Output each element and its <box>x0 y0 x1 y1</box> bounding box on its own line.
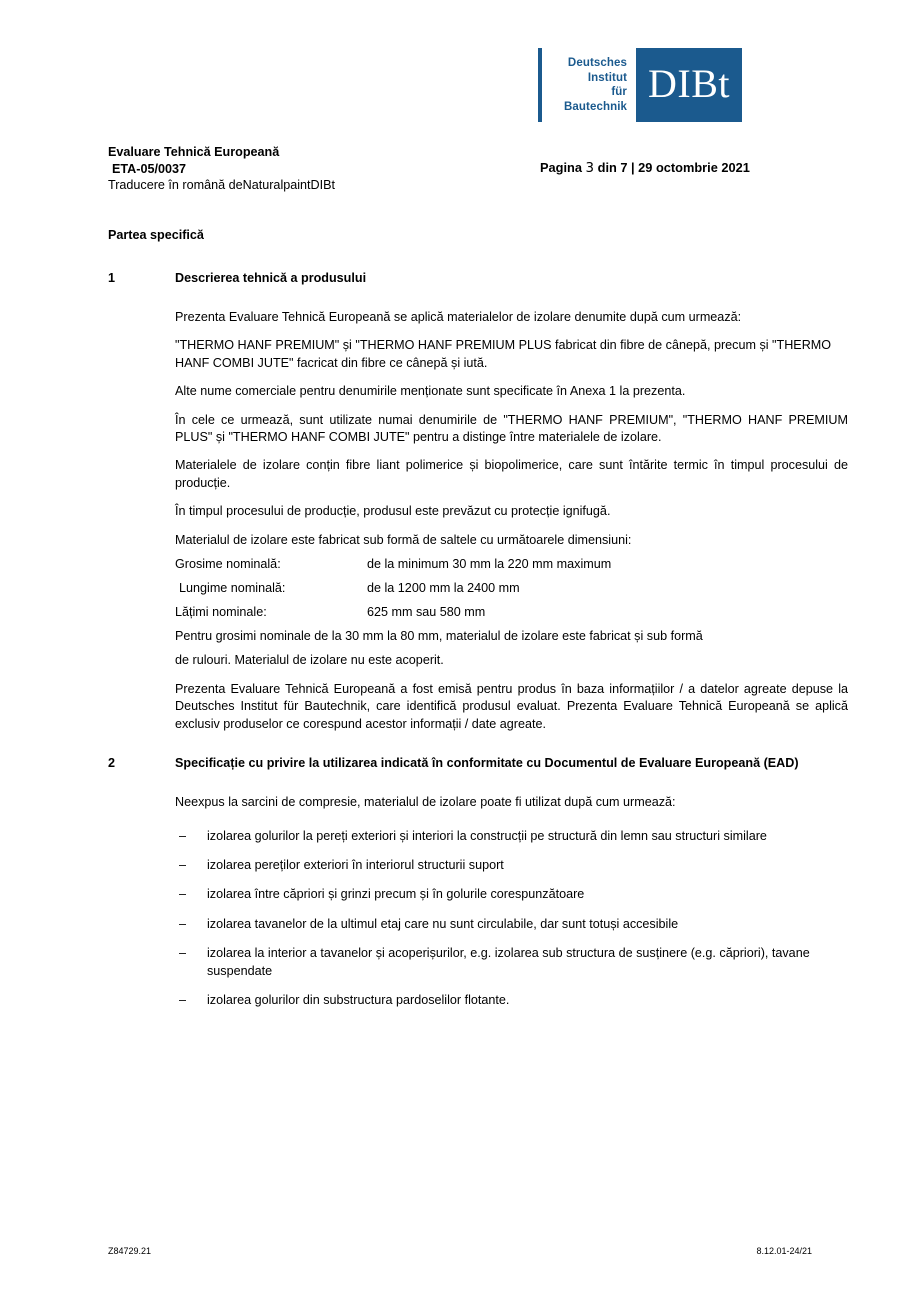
dimension-value: de la minimum 30 mm la 220 mm maximum <box>367 557 612 572</box>
section-1-heading <box>108 270 848 287</box>
list-item-label: izolarea între căpriori și grinzi precum și în golurile corespunzătoare <box>207 887 585 902</box>
paragraph: Prezenta Evaluare Tehnică Europeană se aplică materialelor de izolare denumite după cum urmează: <box>175 310 742 324</box>
list-item <box>175 916 848 933</box>
paragraph: Alte nume comerciale pentru denumirile menționate sunt specificate în Anexa 1 la prezenta. <box>175 384 686 399</box>
list-item-label: izolarea golurilor din substructura pardoselilor flotante. <box>207 992 510 1007</box>
section-1-title: Descrierea tehnică a produsului <box>175 271 367 285</box>
section-1-content <box>108 309 848 733</box>
section-2 <box>108 755 848 1009</box>
list-item <box>175 945 848 980</box>
dimension-label: Lungime nominală: <box>179 581 286 596</box>
paragraph: de rulouri. Materialul de izolare nu este acoperit. <box>175 653 444 668</box>
logo-wordmark <box>564 48 636 122</box>
paragraph: "THERMO HANF PREMIUM" și "THERMO HANF PREMIUM PLUS fabricat din fibre de cânepă, precum și "THERMO HANF COMBI JUTE" facricat din fibre ce cânepă și iută. <box>175 338 832 370</box>
dash-bullet-icon: – <box>179 887 187 902</box>
document-body <box>108 228 848 1021</box>
page-prefix-label: Pagina <box>540 160 582 175</box>
list-item <box>175 992 848 1009</box>
dash-bullet-icon: – <box>179 857 187 872</box>
section-2-content <box>108 794 848 1009</box>
header-translation-note: Traducere în română deNaturalpaintDIBt <box>108 178 336 192</box>
dimension-row <box>175 604 848 622</box>
paragraph: În cele ce urmează, sunt utilizate numai denumirile de "THERMO HANF PREMIUM", "THERMO HANF PREMIUM PLUS" și "THERMO HANF COMBI JUTE" pentru a distinge între materialele de izolare. <box>175 412 848 445</box>
dimension-value: de la 1200 mm la 2400 mm <box>367 581 520 596</box>
document-footer <box>108 1245 812 1257</box>
dash-bullet-icon: – <box>179 946 187 961</box>
dibt-logo <box>538 48 754 122</box>
dimension-row <box>175 580 848 598</box>
list-item <box>175 886 848 903</box>
logo-word-2: Institut <box>587 71 627 84</box>
logo-word-3: für <box>611 86 627 98</box>
page-number: 3 <box>585 161 595 176</box>
usage-list <box>175 828 848 1010</box>
header-eta-number: ETA-05/0037 <box>112 161 186 176</box>
section-1-number: 1 <box>108 271 116 285</box>
list-item-label: izolarea tavanelor de la ultimul etaj care nu sunt circulabile, dar sunt totuși accesibile <box>207 916 679 931</box>
paragraph: Prezenta Evaluare Tehnică Europeană a fost emisă pentru produs în baza informațiilor / a datelor agreate depuse la Deutsches Institut für Bautechnik, care identifică produsul evaluat. Prezenta Evaluare Tehnică Europeană se aplică exclusiv produselor ce corespund acestor informații / date agreate. <box>175 681 848 731</box>
section-2-number: 2 <box>108 756 116 771</box>
logo-mark-box <box>636 48 742 122</box>
dimension-row <box>175 556 848 574</box>
dash-bullet-icon: – <box>179 916 187 931</box>
list-item <box>175 857 848 874</box>
section-1 <box>108 270 848 733</box>
footer-right-code: 8.12.01-24/21 <box>756 1246 812 1256</box>
page-of-label: din 7 | 29 octombrie 2021 <box>597 160 750 175</box>
dash-bullet-icon: – <box>179 992 187 1007</box>
paragraph: Materialele de izolare conțin fibre liant polimerice și biopolimerice, care sunt întărite termic în timpul procesului de producție. <box>175 458 848 490</box>
dimension-value: 625 mm sau 580 mm <box>367 605 486 620</box>
paragraph: Materialul de izolare este fabricat sub formă de saltele cu următoarele dimensiuni: <box>175 532 632 547</box>
dimension-label: Lățimi nominale: <box>175 605 267 620</box>
list-item-label: izolarea golurilor la pereți exteriori și interiori la construcții pe structură din lemn sau structuri similare <box>207 828 767 843</box>
logo-vertical-rule <box>538 48 542 122</box>
dash-bullet-icon: – <box>179 828 187 843</box>
list-item-label: izolarea pereților exteriori în interiorul structurii suport <box>207 857 504 872</box>
document-header <box>108 144 812 194</box>
paragraph: Neexpus la sarcini de compresie, materialul de izolare poate fi utilizat după cum urmează: <box>175 795 676 810</box>
header-page-info <box>540 160 750 176</box>
part-title: Partea specifică <box>108 228 204 242</box>
logo-word-1: Deutsches <box>567 57 627 69</box>
header-title: Evaluare Tehnică Europeană <box>108 145 280 159</box>
section-2-title: Specificație cu privire la utilizarea indicată în conformitate cu Documentul de Evaluare Europeană (EAD) <box>175 756 799 771</box>
dimension-label: Grosime nominală: <box>175 557 281 572</box>
logo-mark-text: DIBt <box>648 61 730 106</box>
list-item-label: izolarea la interior a tavanelor și acoperișurilor, e.g. izolarea sub structura de susținere (e.g. căpriori), tavane suspendate <box>207 946 810 978</box>
list-item <box>175 828 848 845</box>
section-2-heading <box>108 755 848 772</box>
paragraph: În timpul procesului de producție, produsul este prevăzut cu protecție ignifugă. <box>175 504 611 519</box>
footer-left-code: Z84729.21 <box>108 1246 152 1256</box>
header-left-block <box>108 144 528 194</box>
logo-word-4: Bautechnik <box>564 100 627 113</box>
paragraph: Pentru grosimi nominale de la 30 mm la 80 mm, materialul de izolare este fabricat și sub formă <box>175 629 703 644</box>
